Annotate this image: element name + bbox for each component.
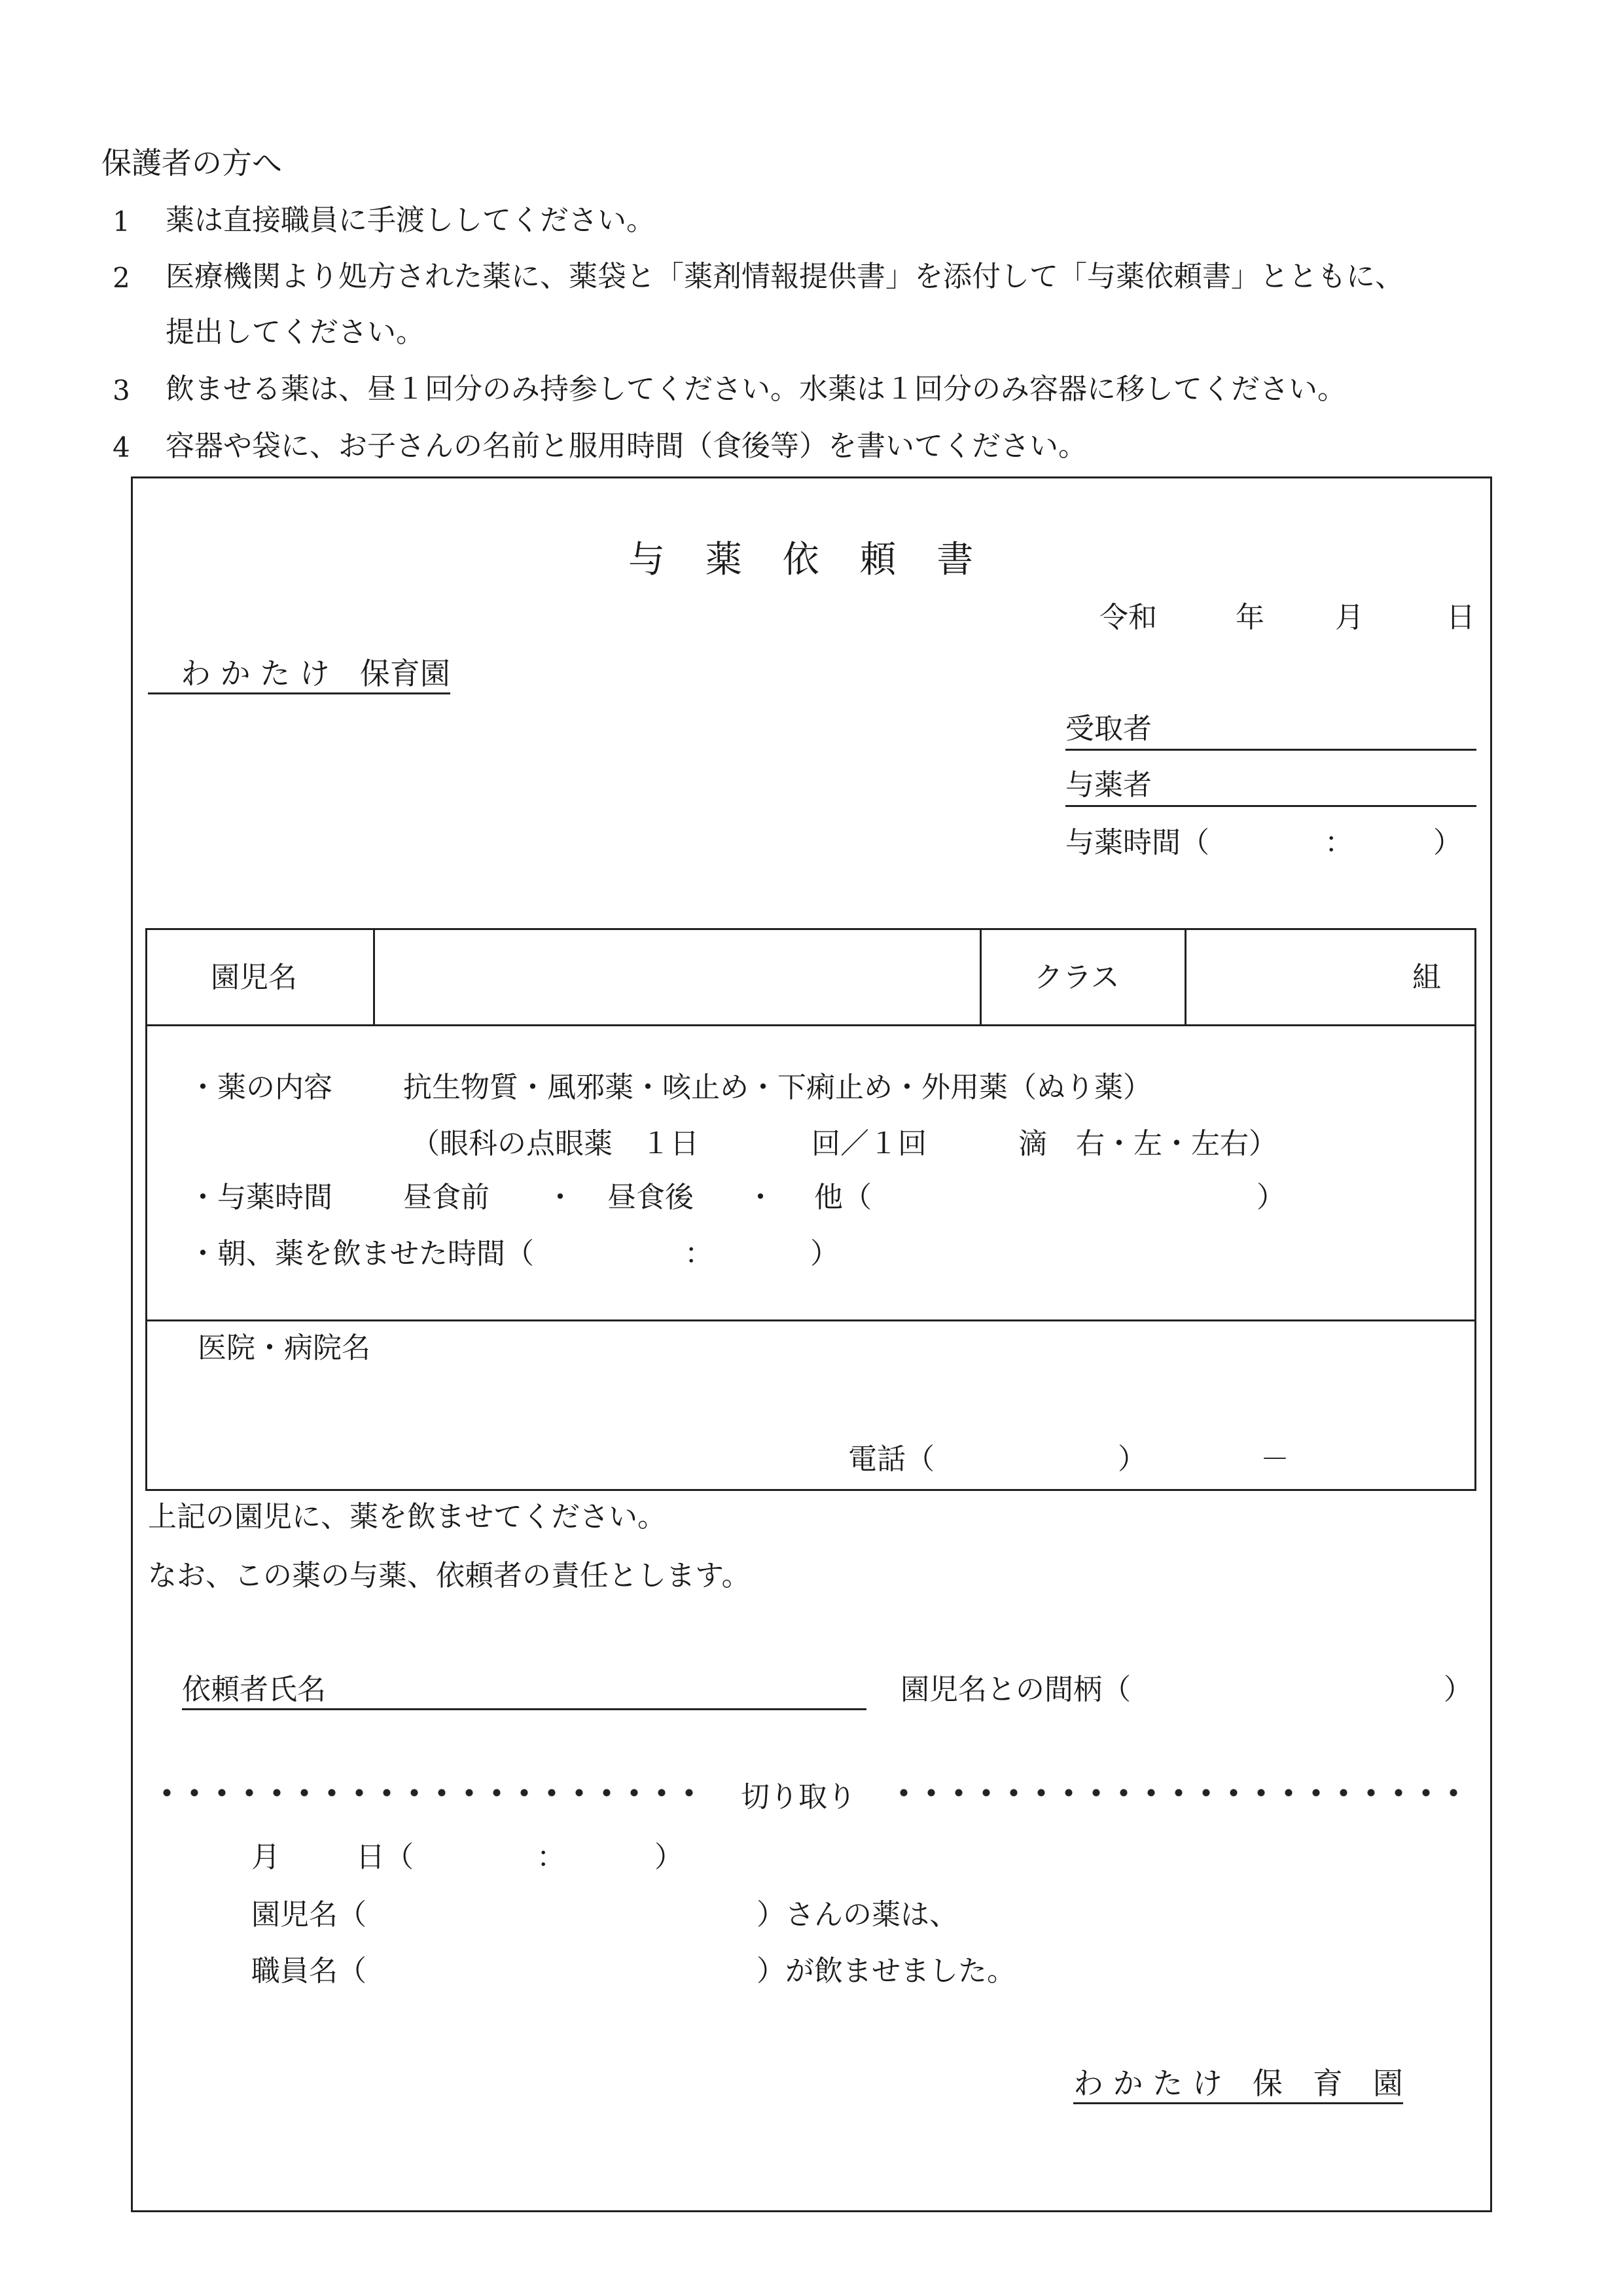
receiver-line[interactable] [1065, 749, 1476, 751]
eye-drops-unit[interactable]: 滴 右・左・左右） [1018, 1127, 1277, 1160]
after-lunch-option[interactable]: 昼食後 [607, 1181, 694, 1214]
eye-drops-label: （眼科の点眼薬 １日 [411, 1127, 699, 1160]
time-separator-1: ・ [546, 1181, 575, 1214]
receipt-staff-suffix: ）が飲ませました。 [757, 1954, 1016, 1988]
other-time-option[interactable]: 他（ [814, 1181, 872, 1214]
instruction-num-1: 1 [113, 206, 130, 238]
instruction-text-2-cont: 提出してください。 [166, 315, 425, 349]
instruction-text-4: 容器や袋に、お子さんの名前と服用時間（食後等）を書いてください。 [166, 429, 1087, 463]
cut-dots-right [890, 1788, 1472, 1797]
hospital-name-label: 医院・病院名 [198, 1331, 370, 1365]
morning-dose-colon: ： [685, 1237, 713, 1270]
cut-line-label: 切り取り [741, 1780, 856, 1814]
relation-label: 園児名との間柄（ [901, 1673, 1131, 1706]
requester-name-label: 依頼者氏名 [182, 1673, 326, 1706]
school-name: わ か た け 保育園 [148, 658, 450, 694]
form-title: 与 薬 依 頼 書 [628, 539, 988, 581]
medicine-content-options[interactable]: 抗生物質・風邪薬・咳止め・下痢止め・外用薬（ぬり薬） [403, 1071, 1152, 1104]
instruction-num-3: 3 [113, 374, 130, 406]
medicine-details-box [145, 1024, 1476, 1321]
instruction-text-1: 薬は直接職員に手渡ししてください。 [166, 204, 655, 237]
eye-drops-times: 回／１回 [812, 1127, 927, 1160]
child-row-divider-1 [373, 928, 375, 1026]
time-separator-2: ・ [746, 1181, 775, 1214]
phone-label: 電話（ [848, 1443, 935, 1476]
giver-line[interactable] [1065, 805, 1476, 807]
instruction-text-2: 医療機関より処方された薬に、薬袋と「薬剤情報提供書」を添付して「与薬依頼書」とともに、 [166, 260, 1404, 293]
receipt-month: 月 [251, 1840, 280, 1874]
group-label: 組 [1412, 961, 1441, 994]
receiver-label: 受取者 [1065, 712, 1152, 745]
requester-name-line[interactable] [182, 1708, 866, 1710]
relation-close: ） [1444, 1673, 1472, 1706]
morning-dose-close: ） [810, 1237, 839, 1270]
date-year: 年 [1236, 601, 1264, 634]
child-name-field[interactable] [377, 932, 978, 1024]
instruction-text-3: 飲ませる薬は、昼１回分のみ持参してください。水薬は１回分のみ容器に移してください。 [166, 372, 1346, 406]
receipt-child-label: 園児名（ [251, 1898, 366, 1931]
date-month: 月 [1335, 601, 1364, 634]
class-label: クラス [1034, 961, 1120, 994]
phone-close: ） [1118, 1443, 1147, 1476]
instruction-num-4: 4 [113, 431, 130, 463]
morning-dose-label: ・朝、薬を飲ませた時間（ [188, 1237, 534, 1270]
receipt-child-suffix: ）さんの薬は、 [757, 1898, 958, 1931]
medicine-time-label: ・与薬時間 [188, 1181, 332, 1214]
child-row-divider-2 [980, 928, 982, 1026]
dose-time-colon: ： [1325, 826, 1353, 859]
dose-time-label: 与薬時間（ [1065, 826, 1209, 859]
request-line-2: なお、この薬の与薬、依頼者の責任とします。 [148, 1559, 751, 1592]
instruction-num-2: 2 [113, 262, 130, 294]
page-header-title: 保護者の方へ [101, 145, 282, 181]
child-name-label: 園児名 [211, 961, 297, 994]
medicine-content-label: ・薬の内容 [188, 1071, 332, 1104]
receipt-staff-label: 職員名（ [251, 1954, 366, 1988]
before-lunch-option[interactable]: 昼食前 [403, 1181, 490, 1214]
receipt-school-name: わ か た け 保 育 園 [1073, 2068, 1403, 2104]
request-line-1: 上記の園児に、薬を飲ませてください。 [148, 1500, 666, 1534]
receipt-colon: ： [537, 1840, 565, 1874]
other-time-close: ） [1257, 1181, 1285, 1214]
receipt-day: 日（ [356, 1840, 414, 1874]
date-era: 令和 [1099, 601, 1157, 634]
dose-time-close: ） [1433, 826, 1462, 859]
phone-dash: － [1260, 1443, 1289, 1476]
date-day: 日 [1446, 601, 1475, 634]
giver-label: 与薬者 [1065, 768, 1152, 802]
receipt-close: ） [654, 1840, 683, 1874]
child-row-divider-3 [1185, 928, 1186, 1026]
cut-dots-left [153, 1788, 703, 1797]
